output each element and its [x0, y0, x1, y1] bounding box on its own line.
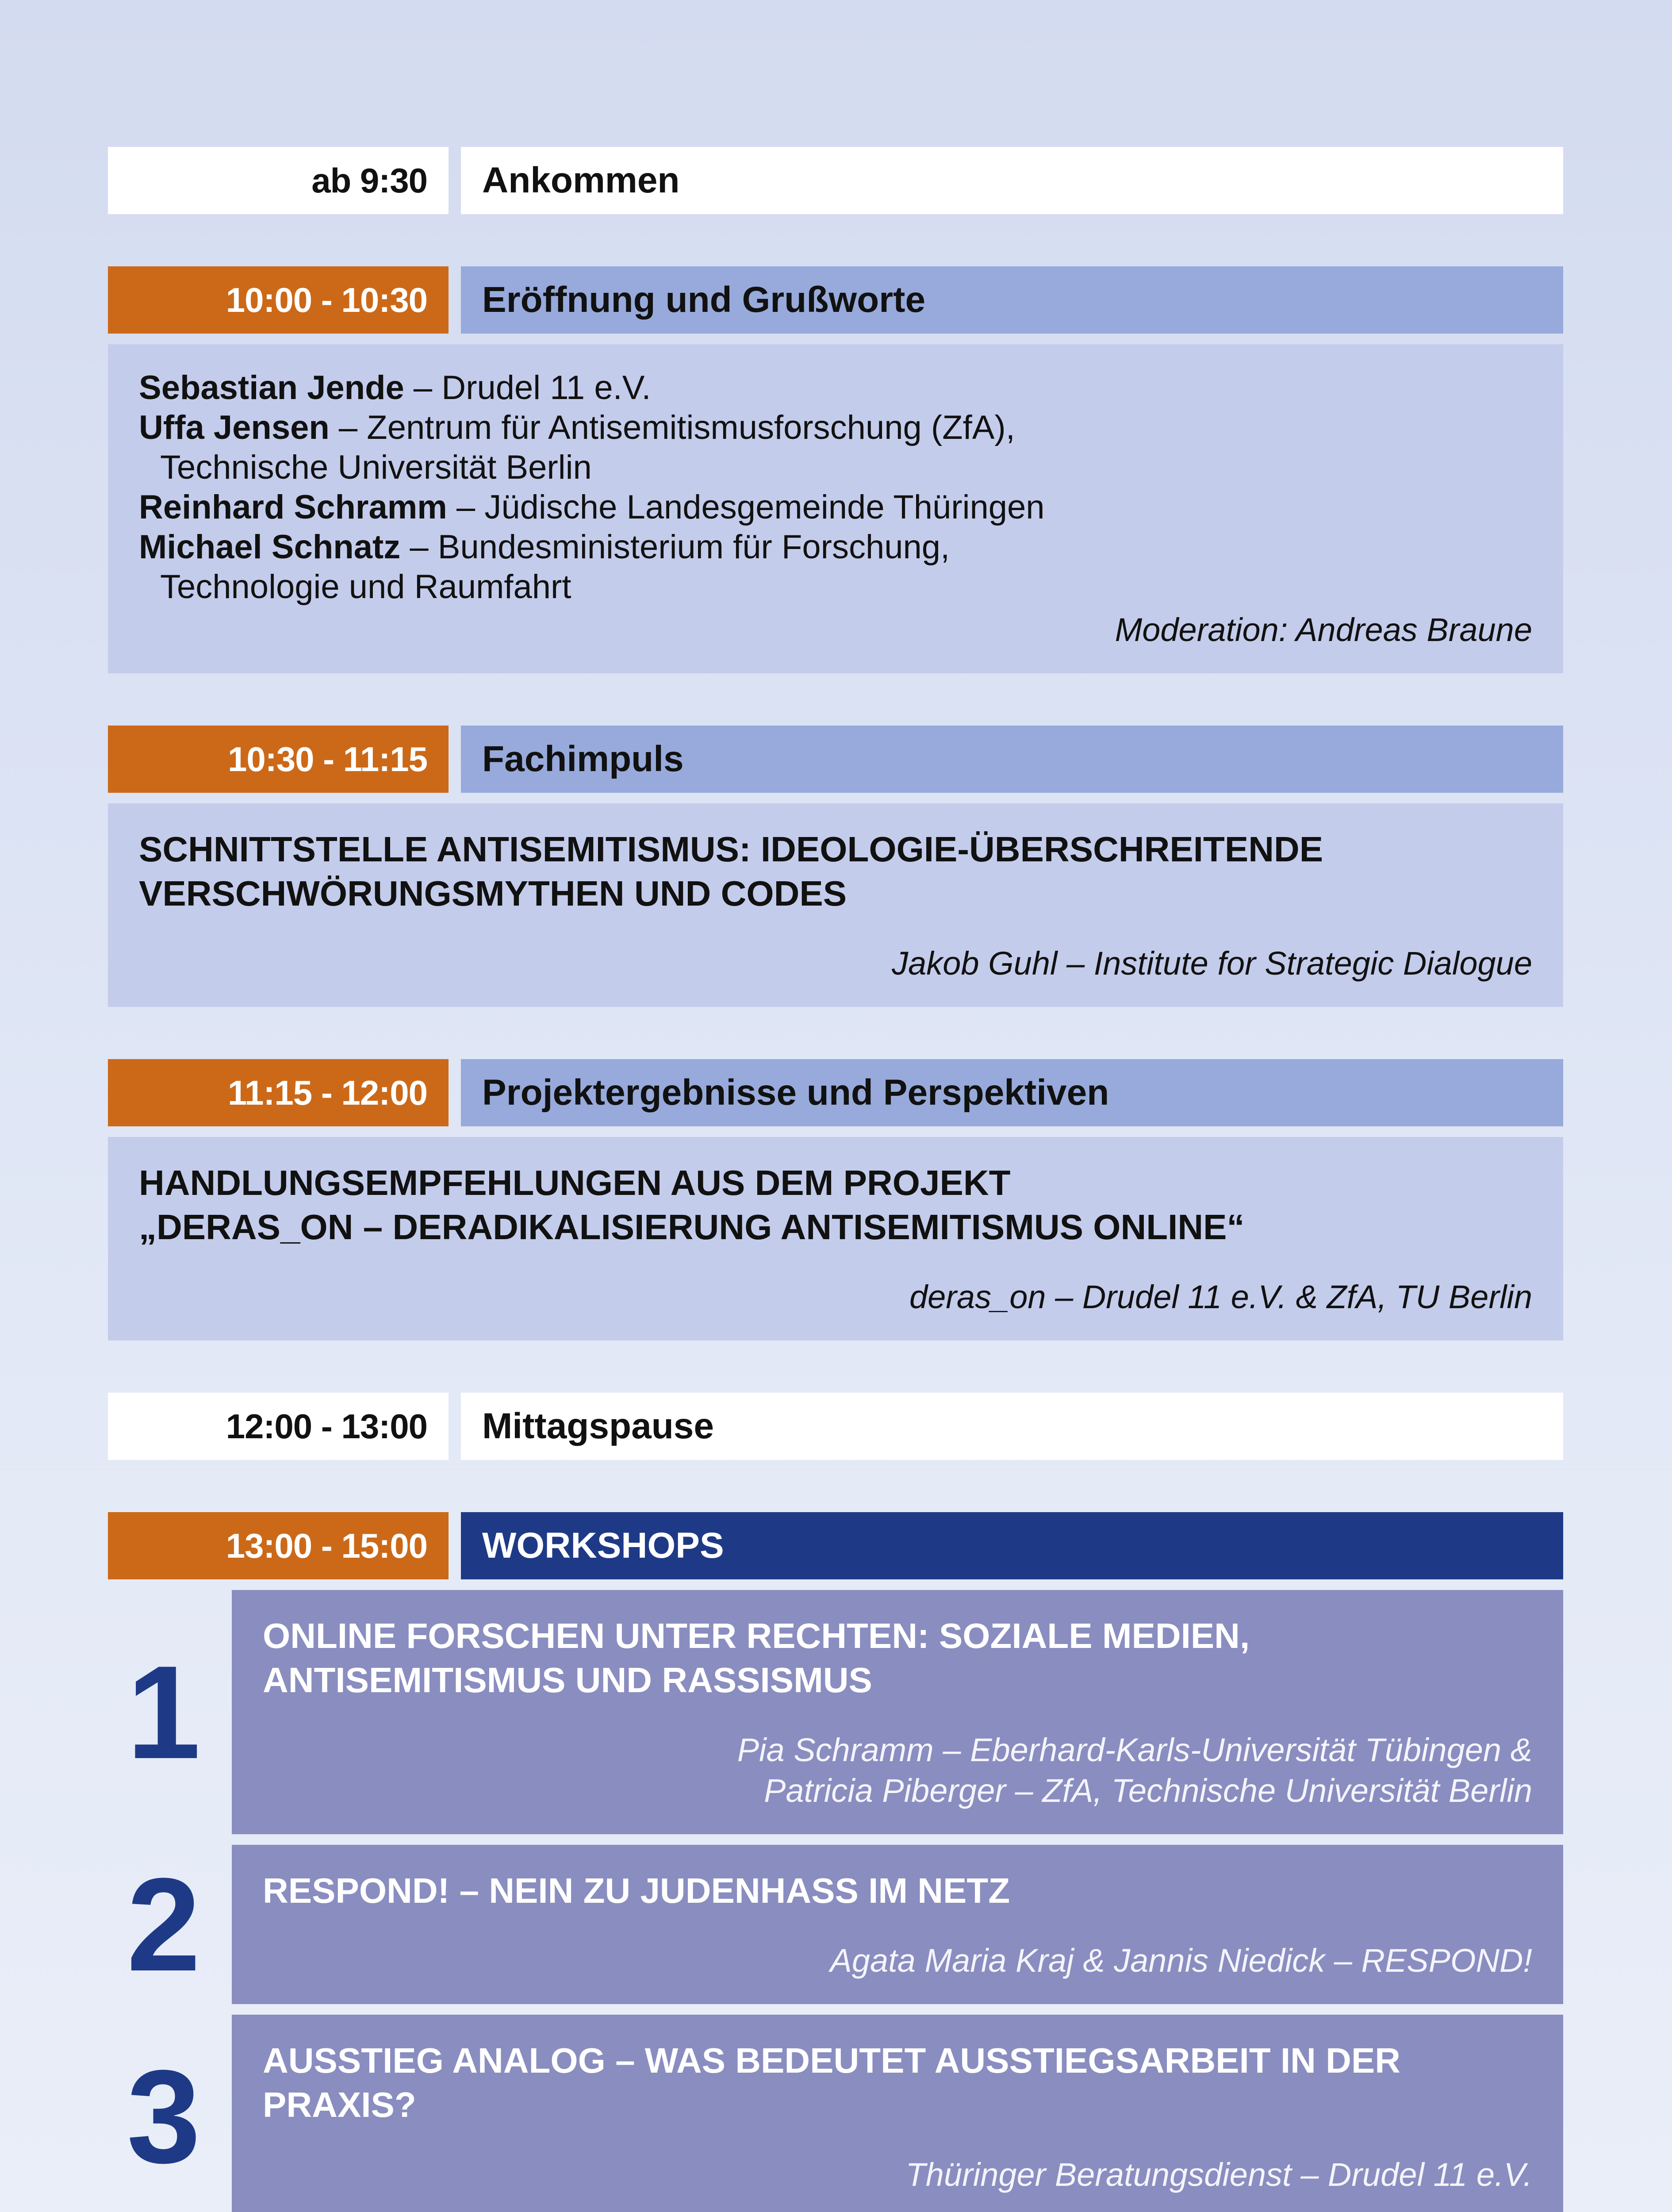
moderation-credit: Moderation: Andreas Braune: [1115, 611, 1532, 648]
workshop-credit-line1: Agata Maria Kraj & Jannis Niedick – RESPOND!: [830, 1942, 1532, 1979]
speaker-affiliation: – Bundesministerium für Forschung,: [400, 528, 950, 566]
speaker-affiliation-continued: Technische Universität Berlin: [160, 449, 592, 486]
speaker-list: [139, 368, 1532, 607]
results-title-line2: „DERAS_ON – DERADIKALISIERUNG ANTISEMITISMUS ONLINE“: [139, 1207, 1245, 1247]
arrival-time: ab 9:30: [108, 147, 449, 214]
workshops-time: 13:00 - 15:00: [108, 1512, 449, 1579]
workshop-item: [108, 1845, 1563, 2004]
results-header: [108, 1059, 1563, 1126]
speaker-name: Sebastian Jende: [139, 369, 404, 407]
speaker-item: [139, 488, 1532, 527]
workshop-credit-line1: Pia Schramm – Eberhard-Karls-Universität Tübingen &: [737, 1732, 1532, 1768]
workshop-title: ONLINE FORSCHEN UNTER RECHTEN: SOZIALE MEDIEN, ANTISEMITISMUS UND RASSISMUS: [263, 1616, 1250, 1700]
workshops-label: WORKSHOPS: [461, 1512, 1563, 1579]
impulse-label: Fachimpuls: [461, 726, 1563, 793]
speaker-affiliation: – Zentrum für Antisemitismusforschung (ZfA),: [329, 409, 1015, 446]
opening-header: [108, 266, 1563, 334]
speaker-name: Michael Schnatz: [139, 528, 401, 566]
speaker-affiliation: – Drudel 11 e.V.: [404, 369, 651, 407]
workshop-number: 3: [127, 2042, 201, 2191]
speaker-item: [139, 527, 1532, 567]
arrival-label: Ankommen: [461, 147, 1563, 214]
impulse-details: [108, 803, 1563, 1007]
speaker-name: Uffa Jensen: [139, 409, 330, 446]
impulse-header: [108, 726, 1563, 793]
speaker-item: [139, 408, 1532, 448]
speaker-affiliation-continued: Technologie und Raumfahrt: [160, 568, 571, 606]
workshop-details: [232, 2015, 1563, 2212]
lunch-label: Mittagspause: [461, 1393, 1563, 1460]
results-title-line1: HANDLUNGSEMPFEHLUNGEN AUS DEM PROJEKT: [139, 1163, 1011, 1202]
lunch-row: [108, 1393, 1563, 1460]
workshop-details: [232, 1590, 1563, 1834]
workshops-header: [108, 1512, 1563, 1579]
workshop-title: AUSSTIEG ANALOG – WAS BEDEUTET AUSSTIEGSARBEIT IN DER PRAXIS?: [263, 2041, 1401, 2124]
workshop-item: [108, 2015, 1563, 2212]
results-label: Projektergebnisse und Perspektiven: [461, 1059, 1563, 1126]
workshop-item: [108, 1590, 1563, 1834]
workshop-credit-line2: Patricia Piberger – ZfA, Technische Universität Berlin: [763, 1772, 1532, 1809]
workshop-number: 1: [127, 1638, 201, 1786]
workshop-number: 2: [127, 1850, 201, 1999]
workshop-title: RESPOND! – NEIN ZU JUDENHASS IM NETZ: [263, 1871, 1010, 1910]
speaker-name: Reinhard Schramm: [139, 488, 447, 526]
workshop-credit-line1: Thüringer Beratungsdienst – Drudel 11 e.V.: [905, 2156, 1532, 2193]
speaker-item: [139, 368, 1532, 408]
results-credit: deras_on – Drudel 11 e.V. & ZfA, TU Berlin: [909, 1279, 1532, 1315]
speaker-affiliation: – Jüdische Landesgemeinde Thüringen: [447, 488, 1045, 526]
program-schedule: [108, 147, 1563, 2212]
impulse-time: 10:30 - 11:15: [108, 726, 449, 793]
impulse-title: SCHNITTSTELLE ANTISEMITISMUS: IDEOLOGIE-ÜBERSCHREITENDE VERSCHWÖRUNGSMYTHEN UND CODES: [139, 830, 1323, 913]
results-time: 11:15 - 12:00: [108, 1059, 449, 1126]
arrival-row: [108, 147, 1563, 214]
opening-label: Eröffnung und Grußworte: [461, 266, 1563, 334]
opening-details: [108, 344, 1563, 673]
lunch-time: 12:00 - 13:00: [108, 1393, 449, 1460]
workshop-details: [232, 1845, 1563, 2004]
opening-time: 10:00 - 10:30: [108, 266, 449, 334]
results-details: [108, 1137, 1563, 1340]
impulse-credit: Jakob Guhl – Institute for Strategic Dialogue: [892, 945, 1532, 982]
